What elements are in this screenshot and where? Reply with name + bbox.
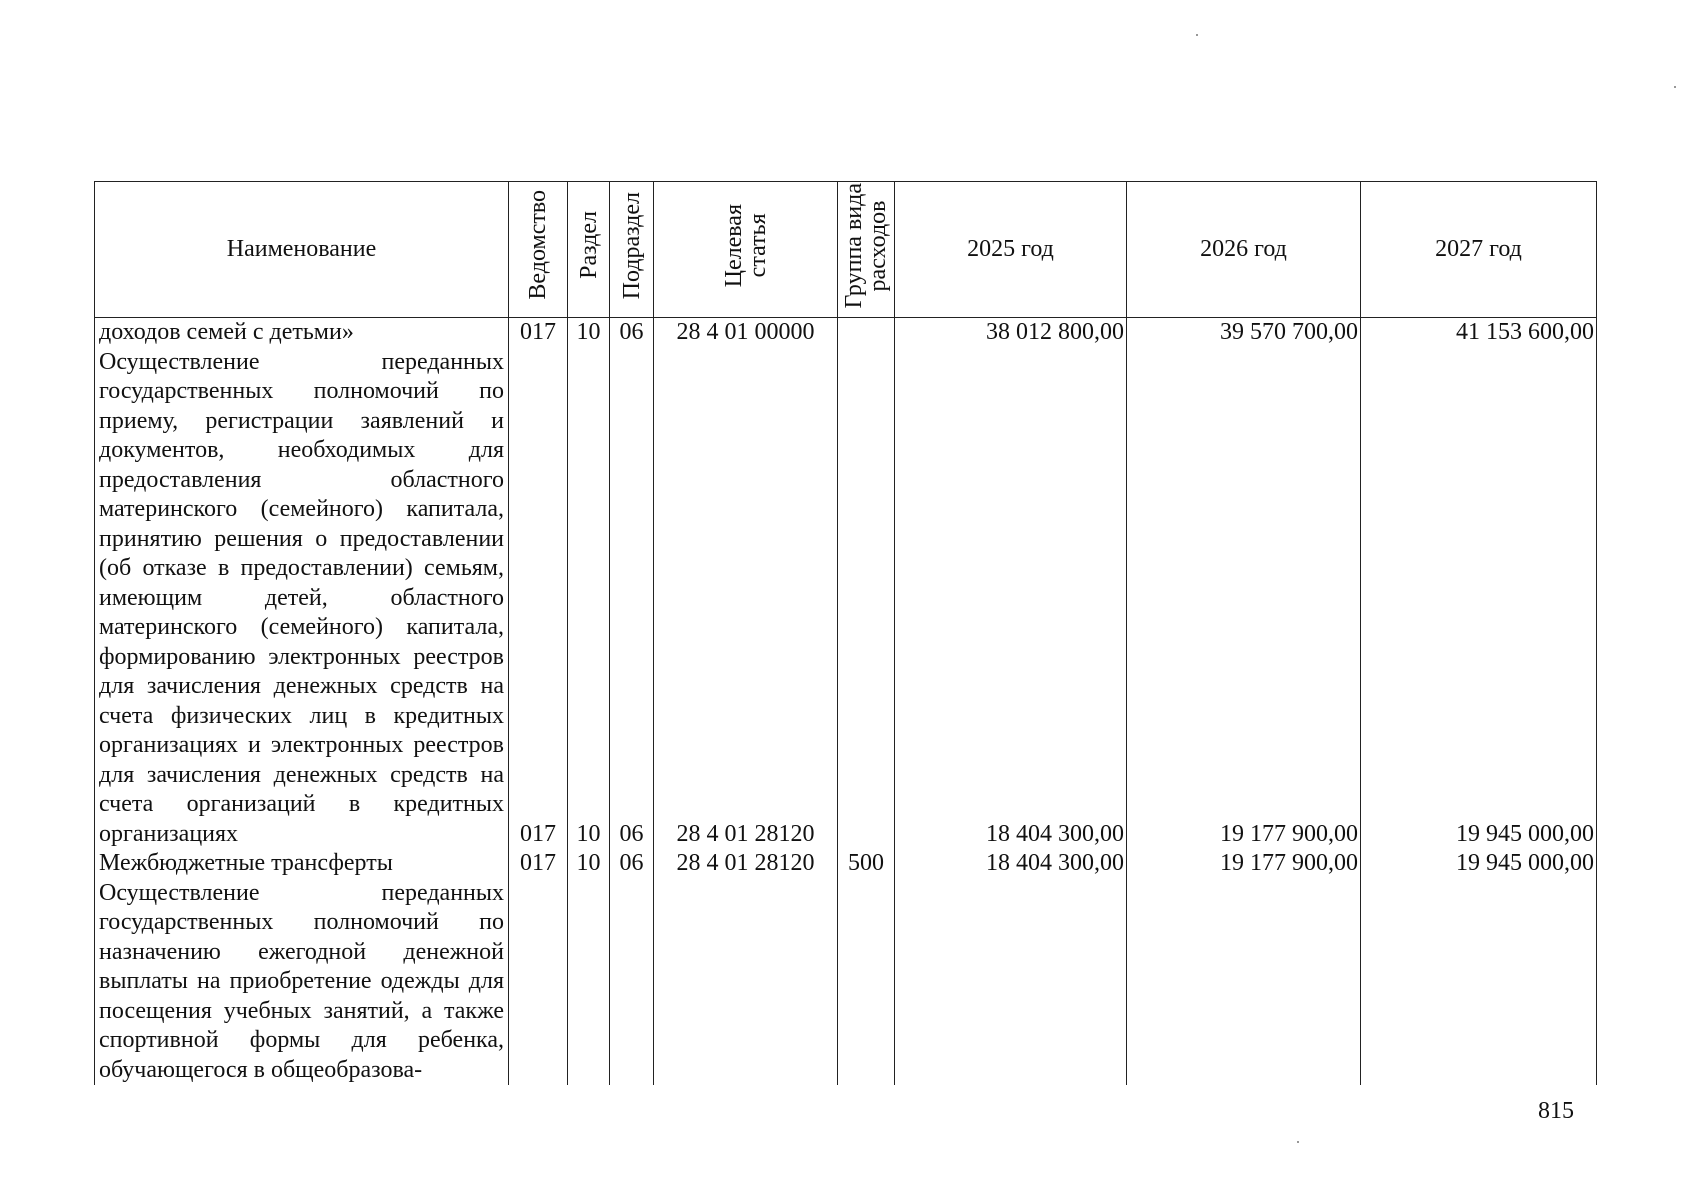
row-amount-2026: 19 177 900,00 xyxy=(1127,348,1361,850)
row-department xyxy=(509,879,568,1086)
row-section: 10 xyxy=(568,849,610,879)
row-name: доходов семей с детьми» xyxy=(95,318,509,348)
row-amount-2026 xyxy=(1127,879,1361,1086)
row-subsection: 06 xyxy=(610,849,654,879)
scan-speck xyxy=(1674,86,1676,88)
row-target: 28 4 01 28120 xyxy=(654,849,838,879)
scan-speck xyxy=(1196,34,1198,36)
row-amount-2027: 19 945 000,00 xyxy=(1361,348,1597,850)
header-name: Наименование xyxy=(95,182,509,318)
row-amount-2027: 41 153 600,00 xyxy=(1361,318,1597,348)
header-section xyxy=(568,182,610,318)
header-section-label: Раздел xyxy=(575,211,602,280)
row-group xyxy=(838,879,895,1086)
row-section xyxy=(568,879,610,1086)
row-subsection xyxy=(610,879,654,1086)
table-row xyxy=(95,318,1597,348)
row-amount-2025: 18 404 300,00 xyxy=(895,348,1127,850)
row-subsection: 06 xyxy=(610,318,654,348)
row-department: 017 xyxy=(509,849,568,879)
header-expense-group-label: Группа вида расходов xyxy=(841,182,891,308)
row-department: 017 xyxy=(509,318,568,348)
scan-speck xyxy=(1297,1141,1299,1143)
header-department-label: Ведомство xyxy=(525,190,551,301)
header-target-article-label: Целевая статья xyxy=(720,203,771,287)
row-amount-2025: 38 012 800,00 xyxy=(895,318,1127,348)
row-amount-2026: 19 177 900,00 xyxy=(1127,849,1361,879)
row-section: 10 xyxy=(568,318,610,348)
row-department: 017 xyxy=(509,348,568,850)
row-amount-2027 xyxy=(1361,879,1597,1086)
row-amount-2027: 19 945 000,00 xyxy=(1361,849,1597,879)
header-subsection xyxy=(610,182,654,318)
row-name: Осуществление переданных государственных полномочий по назначению ежегодной денежной выплаты на приобретение одежды для посещения учебных занятий, а также спортивной формы для ребенка, обучающегося в общеобразова- xyxy=(95,879,509,1086)
budget-table xyxy=(94,181,1597,1085)
row-amount-2026: 39 570 700,00 xyxy=(1127,318,1361,348)
header-subsection-label: Подраздел xyxy=(618,191,645,299)
table-row xyxy=(95,849,1597,879)
header-year-2026: 2026 год xyxy=(1127,182,1361,318)
row-name: Осуществление переданных государственных полномочий по приему, регистрации заявлений и документов, необходимых для предоставления областного материнского (семейного) капитала, принятию решения о предоставлении (об отказе в предоставлении) семьям, имеющим детей, областного материнского (семейного) капитала, формированию электронных реестров для зачисления денежных средств на счета физических лиц в кредитных организациях и электронных реестров для зачисления денежных средств на счета организаций в кредитных организациях xyxy=(95,348,509,850)
header-target-article xyxy=(654,182,838,318)
header-year-2025: 2025 год xyxy=(895,182,1127,318)
row-amount-2025 xyxy=(895,879,1127,1086)
row-group xyxy=(838,348,895,850)
table-body xyxy=(95,318,1597,1086)
header-department xyxy=(509,182,568,318)
page-number: 815 xyxy=(1538,1098,1574,1124)
row-target: 28 4 01 00000 xyxy=(654,318,838,348)
row-target xyxy=(654,879,838,1086)
row-target: 28 4 01 28120 xyxy=(654,348,838,850)
row-group xyxy=(838,318,895,348)
row-section: 10 xyxy=(568,348,610,850)
header-year-2027: 2027 год xyxy=(1361,182,1597,318)
row-amount-2025: 18 404 300,00 xyxy=(895,849,1127,879)
header-expense-group xyxy=(838,182,895,318)
table-header xyxy=(95,182,1597,318)
row-subsection: 06 xyxy=(610,348,654,850)
row-group: 500 xyxy=(838,849,895,879)
table-row xyxy=(95,348,1597,850)
row-name: Межбюджетные трансферты xyxy=(95,849,509,879)
table-row xyxy=(95,879,1597,1086)
